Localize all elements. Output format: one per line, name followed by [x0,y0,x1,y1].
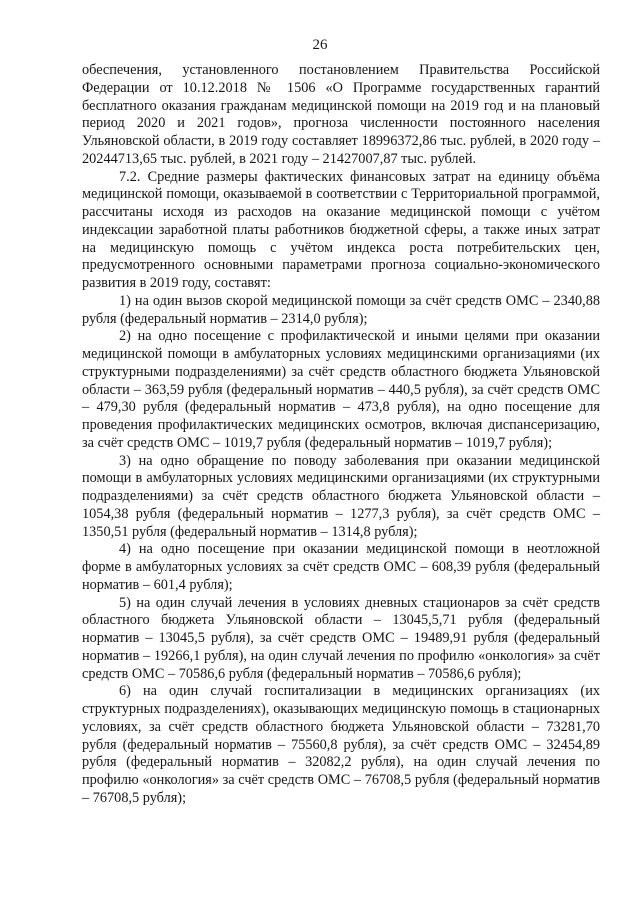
list-item-1: 1) на один вызов скорой медицинской помощи за счёт средств ОМС – 2340,88 рубля (федеральный норматив – 2314,0 рубля); [82,292,600,327]
list-item-5: 5) на один случай лечения в условиях дневных стационаров за счёт средств областного бюджета Ульяновской области – 13045,5,71 рубля (федеральный норматив – 13045,5 рубля), за счёт средств ОМС – 19489,91 рубля (федеральный норматив – 19266,1 рубля), на один случай лечения по профилю «онкология» за счёт средств ОМС – 70586,6 рубля (федеральный норматив – 70586,6 рубля); [82,594,600,682]
list-item-3: 3) на одно обращение по поводу заболевания при оказании медицинской помощи в амбулаторных условиях медицинскими организациями (их структурными подразделениями) за счёт средств областного бюджета Ульяновской области – 1054,38 рубля (федеральный норматив – 1277,3 рубля), за счёт средств ОМС –1350,51 рубля (федеральный норматив – 1314,8 рубля); [82,452,600,540]
paragraph-continuation: обеспечения, установленного постановлением Правительства Российской Федерации от 10.12.2018 № 1506 «О Программе государственных гарантий бесплатного оказания гражданам медицинской помощи на 2019 год и на плановый период 2020 и 2021 годов», прогноза численности постоянного населения Ульяновской области, в 2019 году составляет 18996372,86 тыс. рублей, в 2020 году – 20244713,65 тыс. рублей, в 2021 году – 21427007,87 тыс. рублей. [82,62,600,167]
list-item-2: 2) на одно посещение с профилактической и иными целями при оказании медицинской помощи в амбулаторных условиях медицинскими организациями (их структурными подразделениями) за счёт средств областного бюджета Ульяновской области – 363,59 рубля (федеральный норматив – 440,5 рубля), за счёт средств ОМС – 479,30 рубля (федеральный норматив – 473,8 рубля), на одно посещение для проведения профилактических медицинских осмотров, включая диспансеризацию, за счёт средств ОМС – 1019,7 рубля (федеральный норматив – 1019,7 рубля); [82,328,600,451]
paragraph-section-7-2: 7.2. Средние размеры фактических финансовых затрат на единицу объёма медицинской помощи, оказываемой в соответствии с Территориальной программой, рассчитаны исходя из расходов на оказание медицинской помощи с учётом индексации заработной платы работников бюджетной сферы, а также иных затрат на медицинскую помощь с учётом индекса роста потребительских цен, предусмотренного основными параметрами прогноза социально-экономического развития в 2019 году, составят: [82,168,600,291]
document-body [82,62,600,808]
page-number: 26 [312,37,328,53]
list-item-4: 4) на одно посещение при оказании медицинской помощи в неотложной форме в амбулаторных условиях за счёт средств ОМС – 608,39 рубля (федеральный норматив – 601,4 рубля); [82,541,600,593]
list-item-6: 6) на один случай госпитализации в медицинских организациях (их структурных подразделениях), оказывающих медицинскую помощь в стационарных условиях, за счёт средств областного бюджета Ульяновской области – 73281,70 рубля (федеральный норматив – 75560,8 рубля), за счёт средств ОМС – 32454,89 рубля (федеральный норматив – 32082,2 рубля), на один случай лечения по профилю «онкология» за счёт средств ОМС – 76708,5 рубля (федеральный норматив – 76708,5 рубля); [82,683,600,806]
